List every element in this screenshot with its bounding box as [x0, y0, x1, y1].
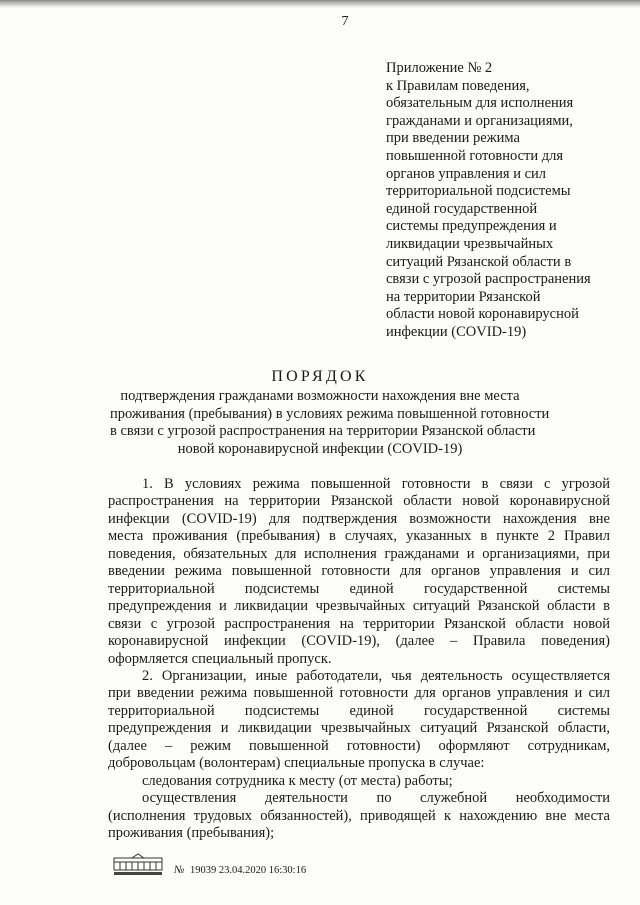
text-line: следования сотрудника к месту (от места) работы;	[142, 772, 453, 789]
annex-line: на территории Рязанской	[386, 288, 541, 305]
annex-line: при введении режима	[386, 130, 520, 147]
text-line: предупреждения и ликвидации чрезвычайных ситуаций Рязанской области,	[108, 720, 610, 737]
text-line: (далее – режим повышенной готовности) оформляют сотрудникам,	[108, 737, 610, 754]
order-subtitle	[110, 388, 550, 458]
annex-line: связи с угрозой распространения	[386, 271, 591, 288]
annex-title: Приложение № 2	[386, 60, 493, 76]
footer-registration-code: 19039 23.04.2020 16:30:16	[190, 865, 307, 876]
scan-edge	[0, 0, 640, 8]
order-subtitle-line: в связи с угрозой распространения на территории Рязанской области	[110, 423, 536, 440]
annex-line: ситуаций Рязанской области в	[386, 253, 572, 270]
text-line: осуществления деятельности по служебной необходимости	[142, 790, 610, 807]
annex-block	[386, 60, 626, 342]
text-line: территориальной подсистемы единой государственной системы	[108, 702, 610, 719]
order-subtitle-line: подтверждения гражданами возможности нахождения вне места	[120, 388, 520, 404]
text-line: территориальной подсистемы единой государственной системы	[108, 580, 610, 597]
annex-line: органов управления и сил	[386, 165, 547, 182]
annex-line: территориальной подсистемы	[386, 183, 571, 200]
page-number: 7	[341, 14, 349, 29]
text-line: связи с угрозой распространения на территории Рязанской области новой	[108, 615, 610, 632]
text-line: 2. Организации, иные работодатели, чья деятельность осуществляется	[142, 667, 610, 684]
annex-line: области новой коронавирусной	[386, 306, 579, 323]
text-line: места проживания (пребывания) в случаях, указанных в пункте 2 Правил	[108, 528, 610, 545]
document-body	[108, 476, 610, 843]
text-line: введении режима повышенной готовности для органов управления и сил	[108, 563, 610, 580]
text-line: добровольцам (волонтерам) специальные пропуска в случае:	[108, 755, 485, 772]
annex-line: единой государственной	[386, 200, 538, 217]
order-title: ПОРЯДОК	[271, 368, 369, 385]
text-line: распространения на территории Рязанской области новой коронавирусной	[108, 493, 610, 510]
paragraph-3	[108, 773, 610, 790]
text-line: предупреждения и ликвидации чрезвычайных ситуаций Рязанской области в	[108, 598, 610, 615]
text-line: (исполнения трудовых обязанностей), приводящей к нахождению вне места	[108, 807, 610, 824]
paragraph-1	[108, 476, 610, 668]
annex-line: гражданами и организациями,	[386, 112, 573, 129]
annex-line: к Правилам поведения,	[386, 77, 530, 94]
text-line: проживания (пребывания);	[108, 825, 275, 842]
text-line: оформляется специальный пропуск.	[108, 650, 332, 667]
document-footer	[112, 852, 372, 880]
text-line: коронавирусной инфекции (COVID-19), (далее – Правила поведения)	[108, 633, 610, 650]
text-line: 1. В условиях режима повышенной готовности в связи с угрозой	[142, 476, 610, 492]
annex-line: инфекции (COVID-19)	[386, 323, 527, 340]
text-line: поведения, обязательных для исполнения гражданами и организациями, при	[108, 545, 610, 562]
order-subtitle-line: новой коронавирусной инфекции (COVID-19)	[177, 440, 463, 457]
text-line: при введении режима повышенной готовности для органов управления и сил	[108, 685, 610, 702]
footer-number-sign: №	[174, 864, 185, 876]
paragraph-2	[108, 668, 610, 773]
order-subtitle-line: проживания (пребывания) в условиях режима повышенной готовности	[110, 405, 550, 422]
registry-logo-icon	[112, 852, 164, 878]
annex-line: ликвидации чрезвычайных	[386, 235, 554, 252]
annex-line: обязательным для исполнения	[386, 95, 574, 112]
annex-line: повышенной готовности для	[386, 147, 564, 164]
annex-line: системы предупреждения и	[386, 218, 557, 235]
text-line: инфекции (COVID-19) для подтверждения возможности нахождения вне	[108, 510, 610, 527]
paragraph-4	[108, 790, 610, 842]
